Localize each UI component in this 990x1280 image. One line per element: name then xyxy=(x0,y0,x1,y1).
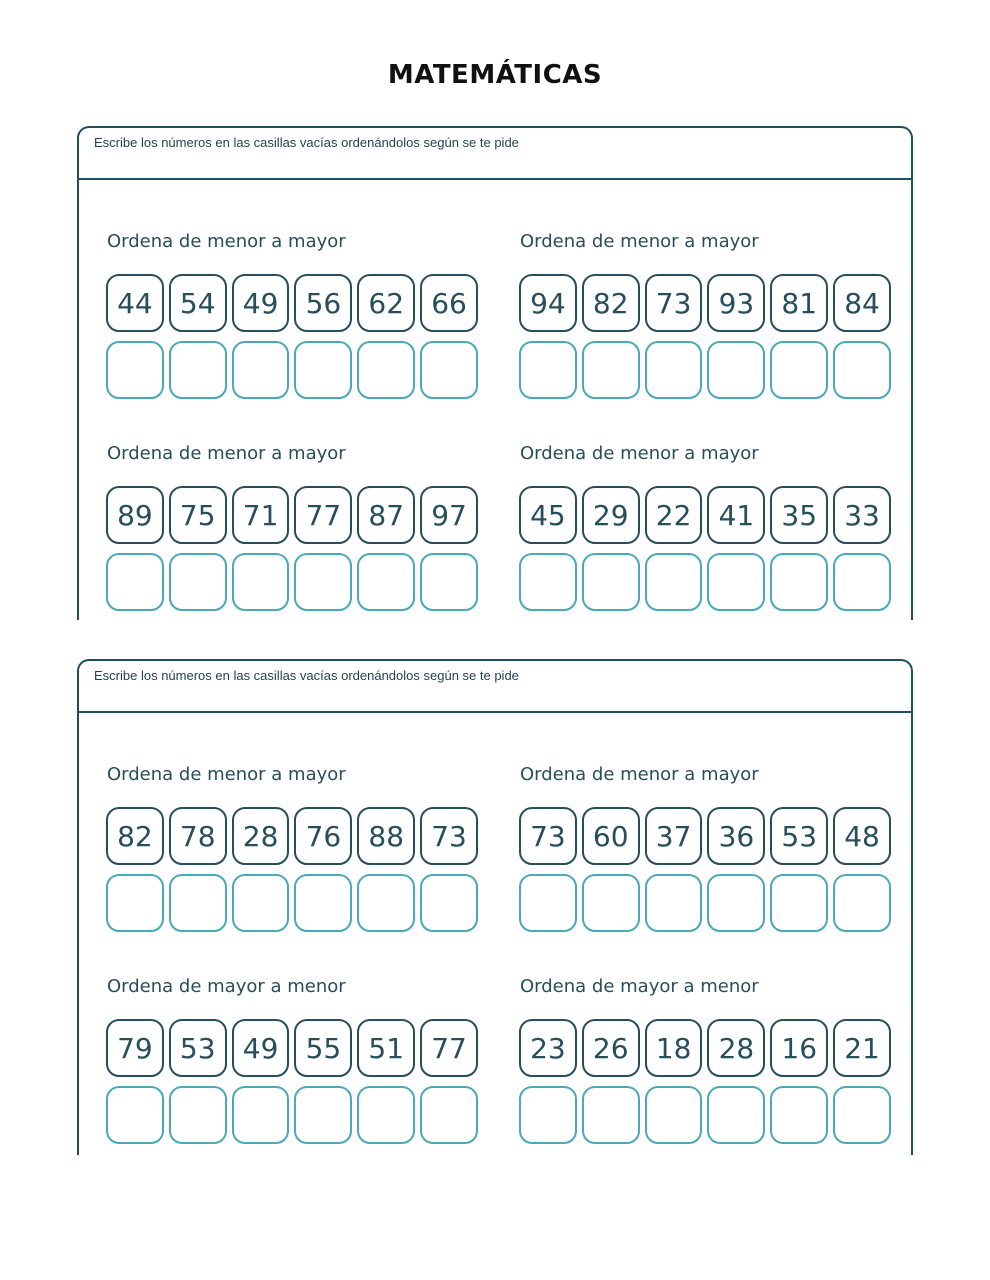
answer-row xyxy=(519,874,891,932)
answer-box[interactable] xyxy=(106,1086,164,1144)
number-row xyxy=(519,807,891,865)
number-box: 35 xyxy=(770,486,828,544)
number-box: 36 xyxy=(707,807,765,865)
number-box: 33 xyxy=(833,486,891,544)
exercise-1-3 xyxy=(106,442,478,611)
answer-row xyxy=(106,553,478,611)
number-box: 84 xyxy=(833,274,891,332)
number-box: 93 xyxy=(707,274,765,332)
answer-row xyxy=(106,341,478,399)
answer-box[interactable] xyxy=(294,1086,352,1144)
answer-box[interactable] xyxy=(169,1086,227,1144)
answer-box[interactable] xyxy=(232,874,290,932)
number-box: 89 xyxy=(106,486,164,544)
exercise-label: Ordena de menor a mayor xyxy=(520,764,759,785)
exercise-label: Ordena de menor a mayor xyxy=(520,231,759,252)
number-row xyxy=(106,274,478,332)
answer-box[interactable] xyxy=(294,553,352,611)
number-box: 16 xyxy=(770,1019,828,1077)
answer-box[interactable] xyxy=(770,1086,828,1144)
number-box: 73 xyxy=(420,807,478,865)
number-box: 26 xyxy=(582,1019,640,1077)
answer-box[interactable] xyxy=(582,341,640,399)
answer-box[interactable] xyxy=(707,341,765,399)
number-box: 87 xyxy=(357,486,415,544)
answer-box[interactable] xyxy=(645,1086,703,1144)
answer-box[interactable] xyxy=(833,553,891,611)
number-box: 94 xyxy=(519,274,577,332)
exercise-2-2 xyxy=(519,763,891,932)
number-row xyxy=(106,1019,478,1077)
answer-box[interactable] xyxy=(707,874,765,932)
exercise-sheet-2 xyxy=(77,659,913,1155)
number-box: 53 xyxy=(169,1019,227,1077)
answer-box[interactable] xyxy=(357,341,415,399)
number-box: 51 xyxy=(357,1019,415,1077)
sheet-instruction: Escribe los números en las casillas vacías ordenándolos según se te pide xyxy=(79,661,911,713)
number-box: 56 xyxy=(294,274,352,332)
answer-box[interactable] xyxy=(106,341,164,399)
exercise-label: Ordena de mayor a menor xyxy=(520,976,759,997)
exercise-label: Ordena de menor a mayor xyxy=(107,764,346,785)
number-box: 62 xyxy=(357,274,415,332)
answer-row xyxy=(519,1086,891,1144)
answer-box[interactable] xyxy=(169,553,227,611)
answer-row xyxy=(519,553,891,611)
answer-box[interactable] xyxy=(106,874,164,932)
answer-box[interactable] xyxy=(420,341,478,399)
number-box: 37 xyxy=(645,807,703,865)
answer-box[interactable] xyxy=(707,1086,765,1144)
page-title: MATEMÁTICAS xyxy=(387,60,603,90)
answer-box[interactable] xyxy=(232,341,290,399)
answer-box[interactable] xyxy=(582,553,640,611)
answer-box[interactable] xyxy=(519,874,577,932)
number-box: 73 xyxy=(645,274,703,332)
number-box: 49 xyxy=(232,274,290,332)
number-box: 79 xyxy=(106,1019,164,1077)
number-row xyxy=(106,807,478,865)
exercise-2-4 xyxy=(519,975,891,1144)
exercise-2-3 xyxy=(106,975,478,1144)
answer-box[interactable] xyxy=(519,553,577,611)
number-box: 44 xyxy=(106,274,164,332)
exercise-1-2 xyxy=(519,230,891,399)
answer-box[interactable] xyxy=(357,874,415,932)
answer-box[interactable] xyxy=(357,1086,415,1144)
number-box: 73 xyxy=(519,807,577,865)
answer-box[interactable] xyxy=(106,553,164,611)
number-box: 53 xyxy=(770,807,828,865)
answer-box[interactable] xyxy=(833,341,891,399)
number-box: 81 xyxy=(770,274,828,332)
number-box: 55 xyxy=(294,1019,352,1077)
answer-box[interactable] xyxy=(169,874,227,932)
answer-box[interactable] xyxy=(169,341,227,399)
number-box: 82 xyxy=(106,807,164,865)
answer-box[interactable] xyxy=(420,553,478,611)
number-box: 60 xyxy=(582,807,640,865)
answer-box[interactable] xyxy=(232,1086,290,1144)
answer-row xyxy=(519,341,891,399)
number-box: 76 xyxy=(294,807,352,865)
answer-box[interactable] xyxy=(357,553,415,611)
exercise-label: Ordena de menor a mayor xyxy=(107,443,346,464)
answer-box[interactable] xyxy=(707,553,765,611)
answer-box[interactable] xyxy=(582,874,640,932)
number-box: 22 xyxy=(645,486,703,544)
number-box: 28 xyxy=(232,807,290,865)
number-box: 48 xyxy=(833,807,891,865)
number-box: 75 xyxy=(169,486,227,544)
exercise-label: Ordena de mayor a menor xyxy=(107,976,346,997)
answer-box[interactable] xyxy=(420,874,478,932)
answer-box[interactable] xyxy=(770,874,828,932)
number-box: 18 xyxy=(645,1019,703,1077)
number-box: 97 xyxy=(420,486,478,544)
number-row xyxy=(106,486,478,544)
number-box: 77 xyxy=(420,1019,478,1077)
answer-box[interactable] xyxy=(770,553,828,611)
number-box: 82 xyxy=(582,274,640,332)
exercise-label: Ordena de menor a mayor xyxy=(107,231,346,252)
answer-box[interactable] xyxy=(232,553,290,611)
answer-box[interactable] xyxy=(833,874,891,932)
answer-box[interactable] xyxy=(420,1086,478,1144)
exercise-label: Ordena de menor a mayor xyxy=(520,443,759,464)
number-box: 49 xyxy=(232,1019,290,1077)
number-box: 29 xyxy=(582,486,640,544)
answer-row xyxy=(106,874,478,932)
answer-box[interactable] xyxy=(294,341,352,399)
number-box: 45 xyxy=(519,486,577,544)
number-box: 77 xyxy=(294,486,352,544)
number-box: 28 xyxy=(707,1019,765,1077)
number-box: 71 xyxy=(232,486,290,544)
exercise-1-1 xyxy=(106,230,478,399)
number-box: 88 xyxy=(357,807,415,865)
number-box: 54 xyxy=(169,274,227,332)
answer-box[interactable] xyxy=(519,341,577,399)
number-row xyxy=(519,1019,891,1077)
exercise-sheet-1 xyxy=(77,126,913,620)
number-box: 23 xyxy=(519,1019,577,1077)
answer-box[interactable] xyxy=(645,341,703,399)
number-box: 41 xyxy=(707,486,765,544)
number-box: 78 xyxy=(169,807,227,865)
answer-box[interactable] xyxy=(833,1086,891,1144)
number-row xyxy=(519,486,891,544)
answer-box[interactable] xyxy=(770,341,828,399)
answer-box[interactable] xyxy=(645,553,703,611)
answer-row xyxy=(106,1086,478,1144)
answer-box[interactable] xyxy=(519,1086,577,1144)
answer-box[interactable] xyxy=(582,1086,640,1144)
exercise-1-4 xyxy=(519,442,891,611)
sheet-instruction: Escribe los números en las casillas vacías ordenándolos según se te pide xyxy=(79,128,911,180)
answer-box[interactable] xyxy=(645,874,703,932)
number-box: 21 xyxy=(833,1019,891,1077)
number-row xyxy=(519,274,891,332)
answer-box[interactable] xyxy=(294,874,352,932)
exercise-2-1 xyxy=(106,763,478,932)
number-box: 66 xyxy=(420,274,478,332)
